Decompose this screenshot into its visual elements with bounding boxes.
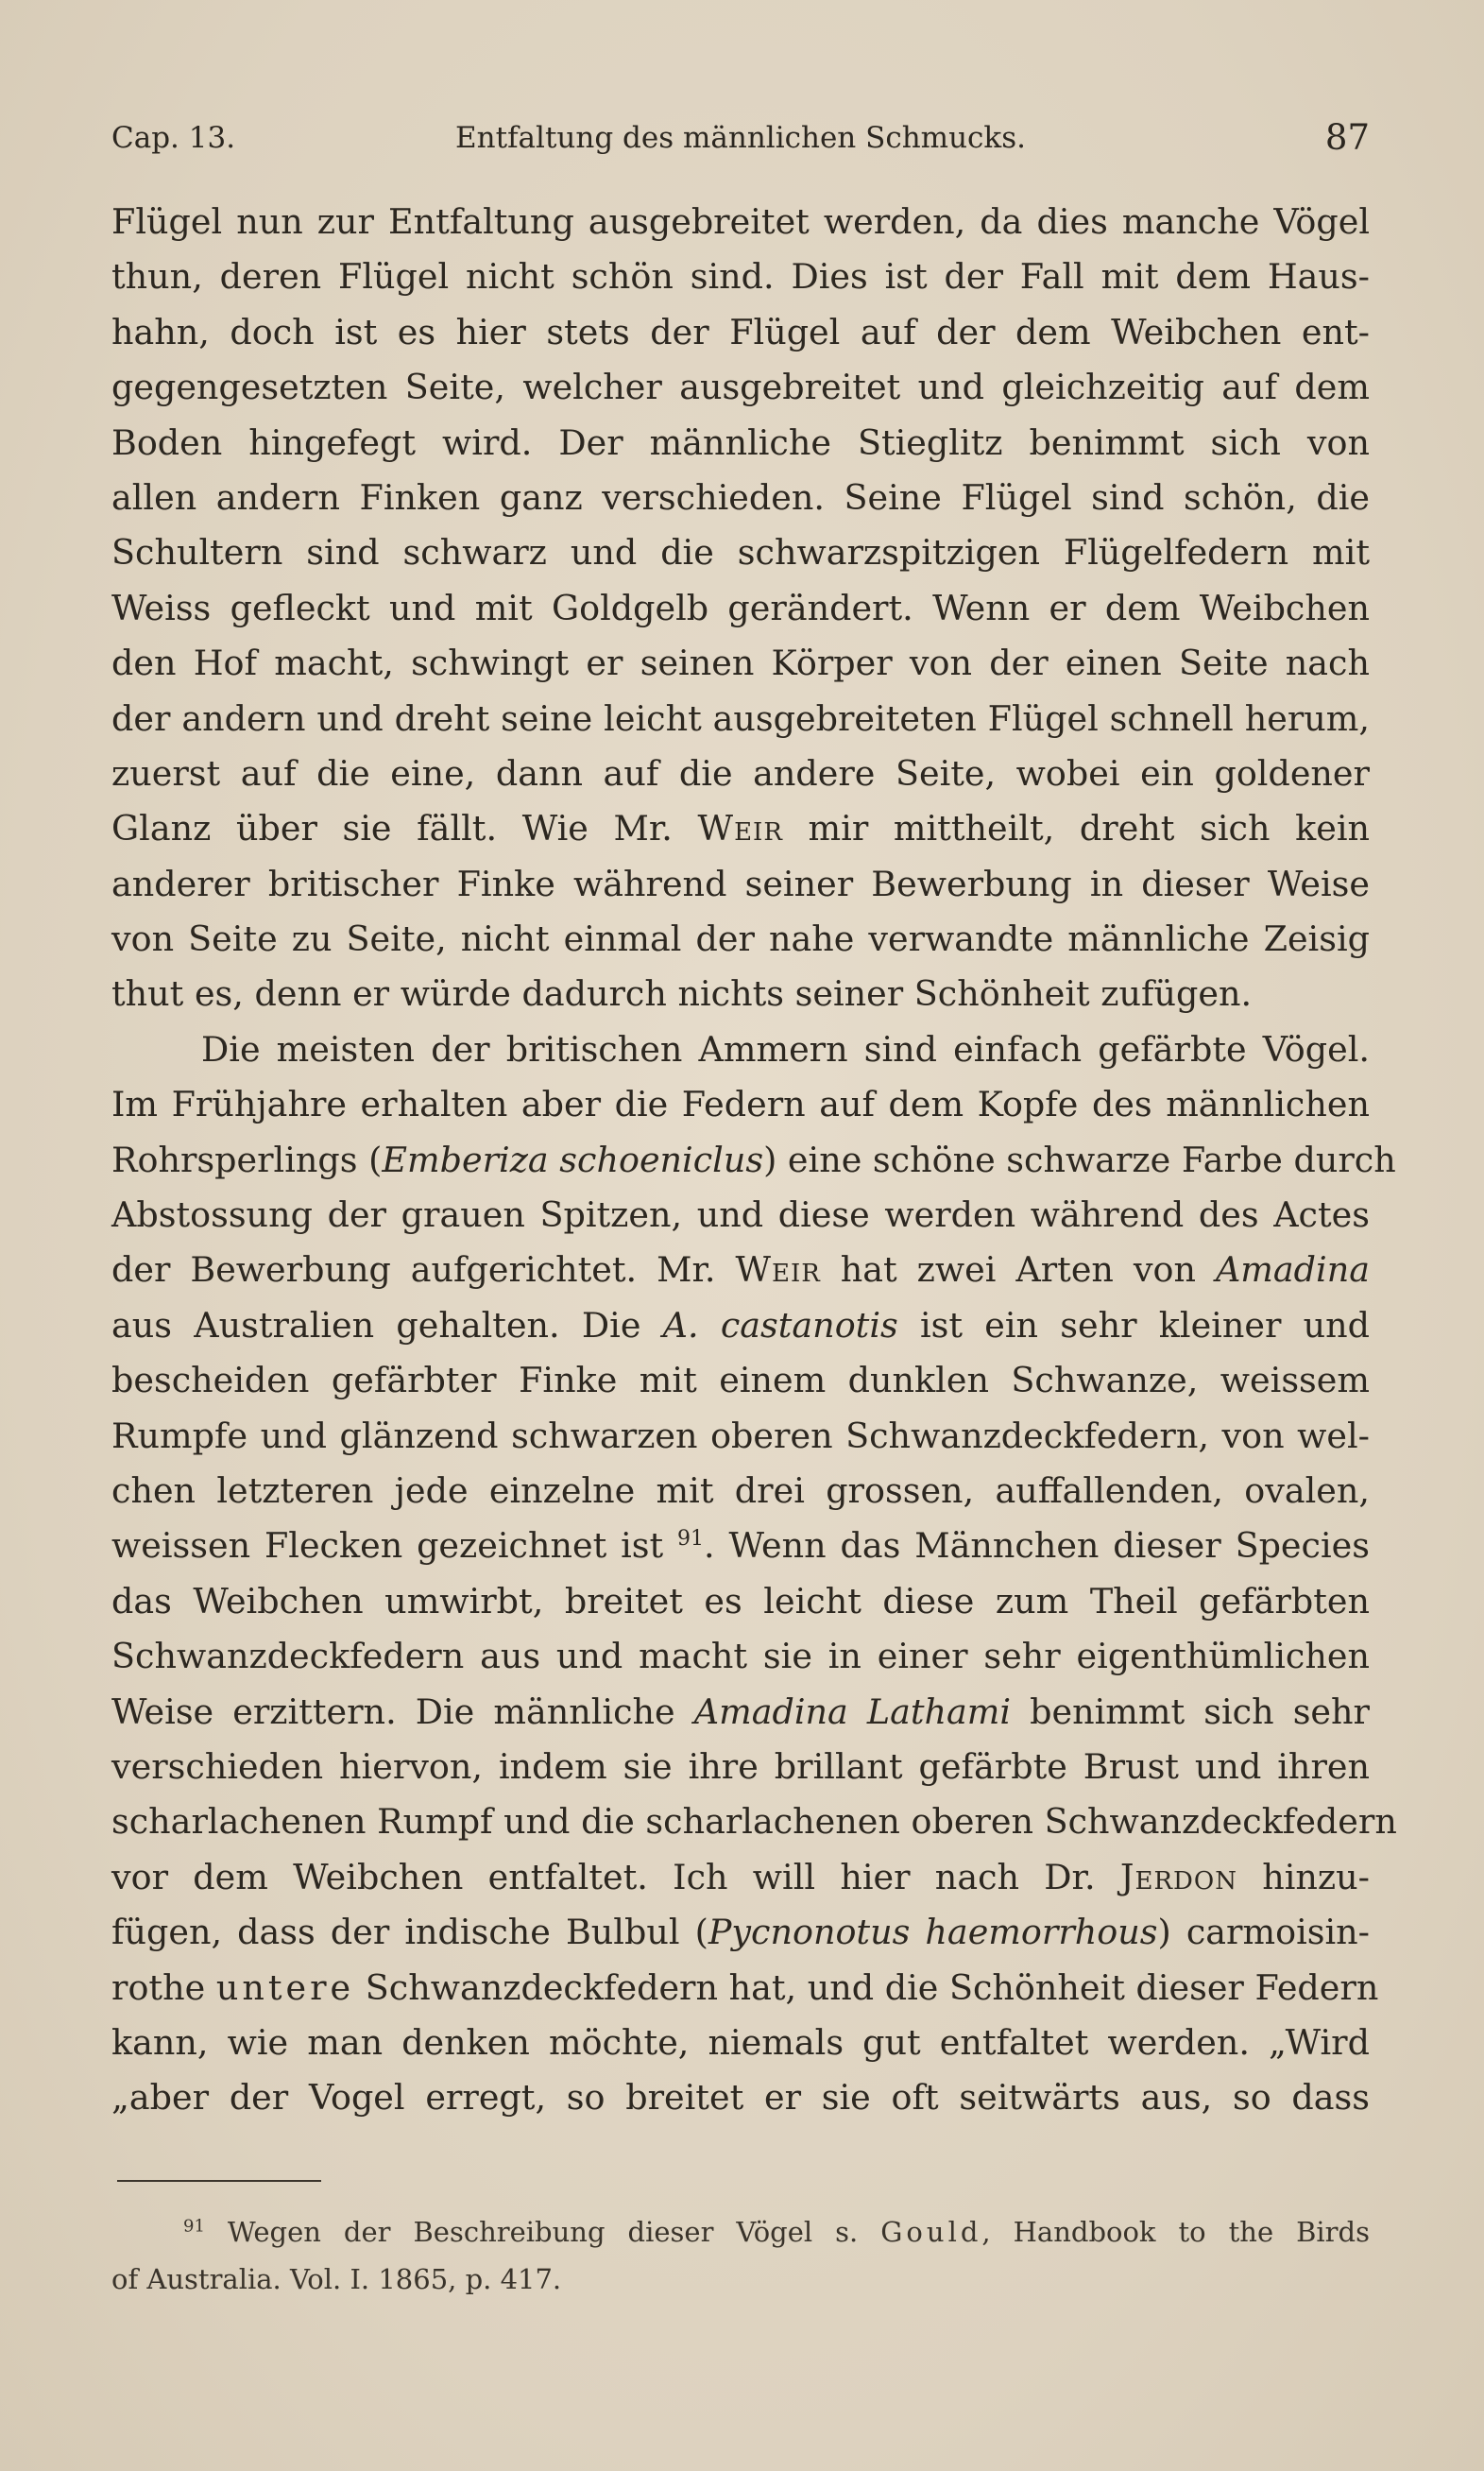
text-segment: hinzu- bbox=[1237, 1856, 1370, 1897]
footnote bbox=[111, 2208, 1370, 2303]
text-line bbox=[111, 1243, 1370, 1297]
text-segment: fügen, dass der indische Bulbul ( bbox=[111, 1912, 708, 1953]
footnote-reference: 91 bbox=[677, 1527, 705, 1552]
text-segment: Rohrsperlings ( bbox=[111, 1139, 383, 1180]
text-line: „aber der Vogel erregt, so breitet er sie oft seitwärts aus, so dass bbox=[111, 2077, 1370, 2119]
species-name: Emberiza schoeniclus bbox=[382, 1139, 764, 1180]
text-line: bescheiden gefärbter Finke mit einem dunklen Schwanze, weissem bbox=[111, 1360, 1370, 1401]
text-segment: Schwanzdeckfedern hat, und die Schönheit dieser Federn bbox=[354, 1966, 1379, 2008]
text-line bbox=[111, 801, 1370, 856]
text-segment: der Bewerbung aufgerichtet. Mr. bbox=[111, 1249, 736, 1291]
text-line: Schultern sind schwarz und die schwarzspitzigen Flügelfedern mit bbox=[111, 532, 1370, 574]
species-name: Amadina bbox=[1215, 1249, 1370, 1291]
footnote-number: 91 bbox=[183, 2216, 205, 2237]
text-line: Schwanzdeckfedern aus und macht sie in einer sehr eigenthümlichen bbox=[111, 1636, 1370, 1677]
text-line bbox=[111, 1519, 1370, 1573]
text-segment: vor dem Weibchen entfaltet. Ich will hier nach Dr. bbox=[111, 1856, 1120, 1897]
text-line bbox=[111, 1905, 1370, 1960]
text-line bbox=[111, 1685, 1370, 1740]
text-line: Rumpfe und glänzend schwarzen oberen Schwanzdeckfedern, von wel- bbox=[111, 1415, 1370, 1456]
text-line: chen letzteren jede einzelne mit drei grossen, auffallenden, ovalen, bbox=[111, 1469, 1370, 1511]
text-line: anderer britischer Finke während seiner Bewerbung in dieser Weise bbox=[111, 863, 1370, 904]
text-line: das Weibchen umwirbt, breitet es leicht diese zum Theil gefärbten bbox=[111, 1580, 1370, 1622]
emphasized-word: untere bbox=[215, 1966, 355, 2008]
text-line: scharlachenen Rumpf und die scharlachenen oberen Schwanzdeckfedern bbox=[111, 1801, 1397, 1843]
text-segment: , Handbook to the Birds bbox=[981, 2216, 1370, 2248]
text-segment: ) carmoisin- bbox=[1157, 1912, 1370, 1953]
text-segment: rothe bbox=[111, 1966, 216, 2008]
species-name: Amadina Lathami bbox=[693, 1690, 1012, 1732]
text-segment: Glanz über sie fällt. Wie Mr. bbox=[111, 808, 698, 849]
person-name: Jerdon bbox=[1119, 1856, 1237, 1897]
text-line: Abstossung der grauen Spitzen, und diese werden während des Actes bbox=[111, 1194, 1370, 1236]
species-name: A. castanotis bbox=[662, 1304, 898, 1346]
text-line: kann, wie man denken möchte, niemals gut entfaltet werden. „Wird bbox=[111, 2021, 1370, 2063]
footnote-line bbox=[111, 2208, 1370, 2256]
text-line: verschieden hiervon, indem sie ihre brillant gefärbte Brust und ihren bbox=[111, 1745, 1370, 1787]
text-segment: mir mittheilt, dreht sich kein bbox=[782, 808, 1370, 849]
text-segment: aus Australien gehalten. Die bbox=[111, 1304, 663, 1346]
footnote-separator bbox=[117, 2180, 321, 2182]
author-name: Gould bbox=[880, 2216, 982, 2248]
text-line: Flügel nun zur Entfaltung ausgebreitet werden, da dies manche Vögel bbox=[111, 201, 1370, 242]
paragraph-start-line: Die meisten der britischen Ammern sind einfach gefärbte Vögel. bbox=[201, 1028, 1370, 1070]
page-number: 87 bbox=[1324, 117, 1370, 158]
text-line: thut es, denn er würde dadurch nichts seiner Schönheit zufügen. bbox=[111, 973, 1253, 1015]
text-segment: weissen Flecken gezeichnet ist bbox=[111, 1525, 678, 1567]
text-line bbox=[111, 1133, 1396, 1188]
text-line: den Hof macht, schwingt er seinen Körper von der einen Seite nach bbox=[111, 643, 1370, 684]
text-line: thun, deren Flügel nicht schön sind. Dies ist der Fall mit dem Haus- bbox=[111, 256, 1370, 298]
text-line bbox=[111, 1850, 1370, 1905]
text-line: allen andern Finken ganz verschieden. Seine Flügel sind schön, die bbox=[111, 476, 1370, 518]
text-line bbox=[111, 1961, 1379, 2016]
footnote-line: of Australia. Vol. I. 1865, p. 417. bbox=[111, 2263, 562, 2295]
text-line: Weiss gefleckt und mit Goldgelb gerändert. Wenn er dem Weibchen bbox=[111, 587, 1370, 628]
text-line: Boden hingefegt wird. Der männliche Stieglitz benimmt sich von bbox=[111, 421, 1370, 463]
running-title: Entfaltung des männlichen Schmucks. bbox=[455, 121, 1026, 155]
text-line: zuerst auf die eine, dann auf die andere Seite, wobei ein goldener bbox=[111, 752, 1370, 794]
text-segment: ) eine schöne schwarze Farbe durch bbox=[763, 1139, 1396, 1180]
text-line: gegengesetzten Seite, welcher ausgebreitet und gleichzeitig auf dem bbox=[111, 367, 1370, 408]
species-name: Pycnonotus haemorrhous bbox=[708, 1912, 1158, 1953]
text-line: Im Frühjahre erhalten aber die Federn auf dem Kopfe des männlichen bbox=[111, 1084, 1370, 1125]
text-line bbox=[111, 1298, 1370, 1353]
text-segment: ist ein sehr kleiner und bbox=[897, 1304, 1370, 1346]
text-line: von Seite zu Seite, nicht einmal der nahe verwandte männliche Zeisig bbox=[111, 918, 1370, 960]
chapter-label: Cap. 13. bbox=[111, 121, 236, 155]
text-segment: . Wenn das Männchen dieser Species bbox=[704, 1525, 1370, 1567]
text-segment: benimmt sich sehr bbox=[1011, 1690, 1370, 1732]
text-line: der andern und dreht seine leicht ausgebreiteten Flügel schnell herum, bbox=[111, 697, 1370, 739]
text-segment: Wegen der Beschreibung dieser Vögel s. bbox=[227, 2216, 881, 2248]
running-header bbox=[111, 117, 1370, 168]
person-name: Weir bbox=[697, 808, 783, 849]
person-name: Weir bbox=[735, 1249, 821, 1291]
text-line: hahn, doch ist es hier stets der Flügel auf der dem Weibchen ent- bbox=[111, 311, 1370, 352]
text-segment: hat zwei Arten von bbox=[820, 1249, 1216, 1291]
body-text bbox=[111, 195, 1397, 2126]
text-segment: Weise erzittern. Die männliche bbox=[111, 1690, 694, 1732]
